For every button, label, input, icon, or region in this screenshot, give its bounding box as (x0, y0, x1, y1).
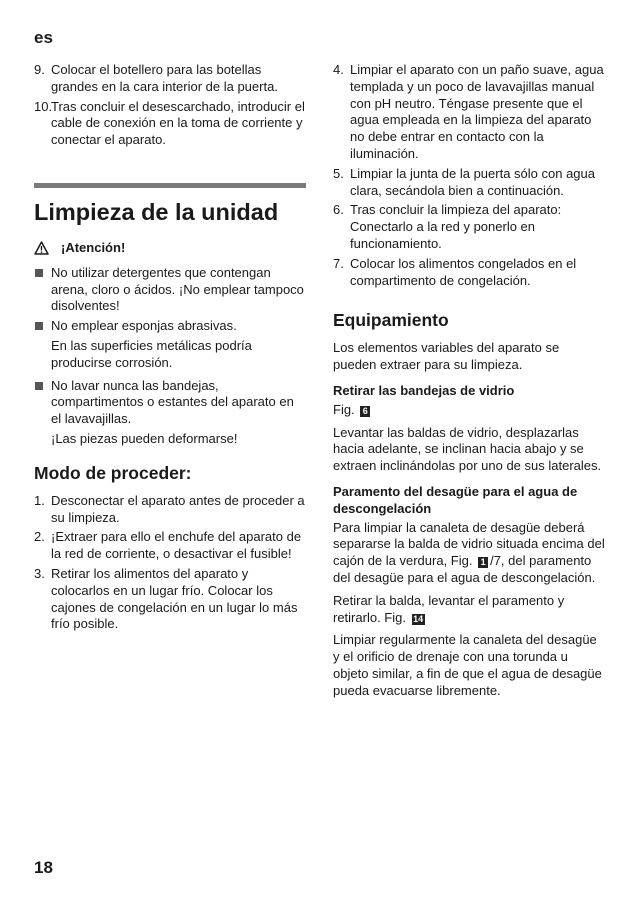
list-item (34, 529, 306, 563)
fig-prefix: Fig. (333, 401, 355, 417)
item-text: ¡Extraer para ello el enchufe del aparato de la red de corriente, o desactivar el fusible! (51, 529, 302, 562)
item-number: 4. (333, 62, 344, 77)
section-divider (34, 183, 306, 188)
left-column (34, 62, 306, 636)
item-text: Limpiar la junta de la puerta sólo con agua clara, secándola bien a continuación. (350, 165, 595, 198)
item-text: Limpiar el aparato con un paño suave, agua templada y un poco de lavavajillas manual con pH neutro. Téngase presente que el agua empleada en la limpieza del aparato no debe entrar en contacto con la iluminación. (350, 62, 604, 161)
item-number: 5. (333, 165, 344, 181)
item-number: 10. (34, 98, 53, 114)
glass-shelves-title: Retirar las bandejas de vidrio (333, 382, 515, 398)
equipment-title: Equipamiento (333, 310, 449, 331)
item-number: 1. (34, 492, 45, 508)
glass-shelves-text: Levantar las baldas de vidrio, desplazarlas hacia adelante, se inclinan hacia abajo y se extraen inclinándolas por uno de sus laterales. (333, 424, 602, 474)
list-item (333, 256, 605, 290)
warning-icon (34, 241, 49, 255)
item-number: 3. (34, 565, 45, 581)
bullet-square-icon (34, 378, 51, 428)
drain-title: Paramento del desagüe para el agua de descongelación (333, 483, 578, 516)
item-number: 2. (34, 529, 45, 545)
figure-number-badge: 6 (360, 406, 370, 417)
list-item (34, 99, 306, 149)
item-text: No utilizar detergentes que contengan arena, cloro o ácidos. ¡No emplear tampoco disolventes! (51, 264, 304, 314)
item-text: No lavar nunca las bandejas, compartimentos o estantes del aparato en el lavavajillas. (51, 377, 294, 427)
warning-notice (34, 240, 306, 257)
item-text: No emplear esponjas abrasivas. (51, 318, 237, 334)
section-title: Limpieza de la unidad (34, 198, 279, 225)
list-item (34, 566, 306, 633)
item-number: 6. (333, 202, 344, 218)
item-text: Colocar el botellero para las botellas grandes en la cara interior de la puerta. (51, 62, 278, 94)
right-column (333, 62, 605, 706)
bullet-note: En las superficies metálicas podría producirse corrosión. (51, 337, 252, 370)
bullet-note: ¡Las piezas pueden deformarse! (51, 430, 238, 446)
figure-number-badge: 1 (478, 557, 488, 568)
item-text: Desconectar el aparato antes de proceder a su limpieza. (51, 492, 305, 525)
list-item (333, 202, 605, 252)
page-number: 18 (34, 858, 53, 877)
list-item (333, 166, 605, 200)
figure-reference (333, 402, 605, 419)
drain-text: /7, del paramento del desagüe para el agua de descongelación. (333, 553, 596, 585)
list-item (34, 378, 306, 428)
procedure-title: Modo de proceder: (34, 462, 192, 483)
list-item (34, 318, 306, 335)
drain-paragraph: Limpiar regularmente la canaleta del desagüe y el orificio de drenaje con una torunda u objeto similar, a fin de que el agua de desagüe pueda evacuarse libremente. (333, 632, 602, 698)
item-text: Tras concluir el desescarchado, introducir el cable de conexión en la toma de corriente y conectar el aparato. (51, 98, 305, 148)
list-item (34, 493, 306, 527)
drain-paragraph (333, 520, 605, 587)
item-text: Tras concluir la limpieza del aparato: Conectarlo a la red y ponerlo en funcionamiento. (350, 202, 562, 251)
item-text: Retirar los alimentos del aparato y colocarlos en un lugar frío. Colocar los cajones de congelación en un lugar lo más frío posible. (51, 565, 298, 632)
warning-label: ¡Atención! (61, 239, 126, 255)
bullet-square-icon (34, 265, 51, 315)
list-item (34, 62, 306, 96)
drain-text: Para limpiar la canaleta de desagüe deberá separarse la balda de vidrio situada encima del cajón de la verdura, Fig. (333, 519, 605, 569)
figure-number-badge: 14 (413, 613, 424, 624)
item-text: Colocar los alimentos congelados en el compartimento de congelación. (350, 255, 577, 288)
drain-text: Retirar la balda, levantar el paramento y retirarlo. Fig. (333, 592, 565, 625)
bullet-square-icon (34, 318, 51, 335)
language-code: es (34, 28, 53, 47)
list-item (333, 62, 605, 163)
equipment-intro: Los elementos variables del aparato se pueden extraer para su limpieza. (333, 340, 560, 373)
list-item (34, 265, 306, 315)
drain-paragraph (333, 593, 605, 627)
item-number: 7. (333, 255, 344, 271)
item-number: 9. (34, 62, 45, 77)
